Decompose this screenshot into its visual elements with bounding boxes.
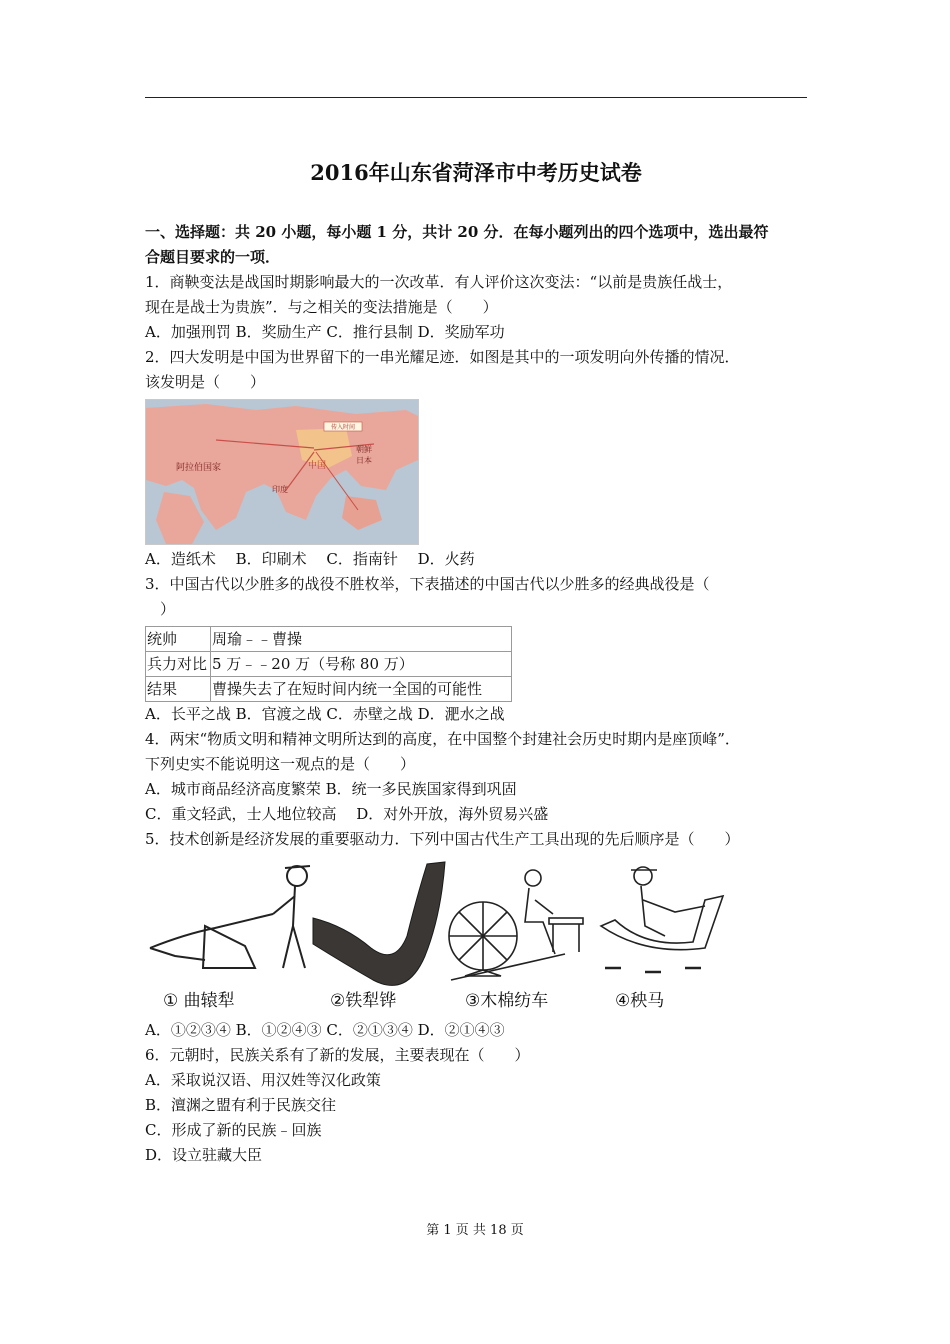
table-row xyxy=(146,627,512,652)
q5-options: A．①②③④ B．①②④③ C．②①③④ D．②①④③ xyxy=(145,1021,505,1039)
table-cell: 周瑜﹣﹣曹操 xyxy=(211,627,512,652)
table-cell: 统帅 xyxy=(146,627,211,652)
table-cell: 兵力对比 xyxy=(146,652,211,677)
q6-option-c: C．形成了新的民族﹣回族 xyxy=(145,1121,322,1139)
caption-spinning-wheel: ③木棉纺车 xyxy=(465,991,549,1011)
farming-tools-figure xyxy=(145,856,725,1016)
table-cell: 结果 xyxy=(146,677,211,702)
q2-stem-line1: 2．四大发明是中国为世界留下的一串光耀足迹．如图是其中的一项发明向外传播的情况． xyxy=(145,348,740,366)
tool-ploughshare-illustration xyxy=(313,862,445,985)
section-heading-line1: 一、选择题：共 20 小题，每小题 1 分，共计 20 分．在每小题列出的四个选项中，选出最符 xyxy=(145,223,769,241)
q1-stem-line2: 现在是战士为贵族”．与之相关的变法措施是（ ） xyxy=(145,298,498,316)
invention-spread-map xyxy=(145,399,419,545)
q2-options: A．造纸术 B．印刷术 C．指南针 D．火药 xyxy=(145,550,475,568)
q4-stem-line1: 4．两宋“物质文明和精神文明所达到的高度，在中国整个封建社会历史时期内是座顶峰”． xyxy=(145,730,740,748)
map-label-china: 中国 xyxy=(308,461,327,471)
q6-option-a: A．采取说汉语、用汉姓等汉化政策 xyxy=(145,1071,381,1089)
q6-option-b: B．澶渊之盟有利于民族交往 xyxy=(145,1096,337,1114)
q4-stem-line2: 下列史实不能说明这一观点的是（ ） xyxy=(145,755,416,773)
tool-spinning-wheel-illustration xyxy=(449,870,583,980)
caption-yangma: ④秧马 xyxy=(615,991,665,1011)
q3-stem-line2: ） xyxy=(145,600,176,618)
caption-ploughshare: ②铁犁铧 xyxy=(330,991,397,1011)
map-label-arab: 阿拉伯国家 xyxy=(176,463,222,473)
map-legend-label: 传入时间 xyxy=(330,424,356,431)
q4-options-line1: A．城市商品经济高度繁荣 B．统一多民族国家得到巩固 xyxy=(145,780,517,798)
page-number: 第 1 页 共 18 页 xyxy=(426,1223,524,1238)
section-heading-line2: 合题目要求的一项． xyxy=(145,248,281,266)
q5-stem-line1: 5．技术创新是经济发展的重要驱动力．下列中国古代生产工具出现的先后顺序是（ ） xyxy=(145,830,740,848)
table-row xyxy=(146,652,512,677)
header-rule xyxy=(145,97,807,98)
page-title: 2016年山东省菏泽市中考历史试卷 xyxy=(310,160,642,185)
tool-plough-illustration xyxy=(150,866,310,968)
map-label-korea: 朝鲜 xyxy=(356,445,372,454)
q3-stem-line1: 3．中国古代以少胜多的战役不胜枚举，下表描述的中国古代以少胜多的经典战役是（ xyxy=(145,575,710,593)
battle-table xyxy=(145,626,512,702)
table-cell: 曹操失去了在短时间内统一全国的可能性 xyxy=(211,677,512,702)
q6-stem-line1: 6．元朝时，民族关系有了新的发展，主要表现在（ ） xyxy=(145,1046,530,1064)
q3-options: A．长平之战 B．官渡之战 C．赤壁之战 D．淝水之战 xyxy=(145,705,505,723)
map-label-india: 印度 xyxy=(272,485,288,494)
table-cell: 5 万﹣﹣20 万（号称 80 万） xyxy=(211,652,512,677)
tool-yangma-illustration xyxy=(601,867,723,972)
q1-stem-line1: 1．商鞅变法是战国时期影响最大的一次改革．有人评价这次变法：“以前是贵族任战士， xyxy=(145,273,733,291)
table-row xyxy=(146,677,512,702)
map-label-japan: 日本 xyxy=(356,456,372,465)
q2-stem-line2: 该发明是（ ） xyxy=(145,373,266,391)
caption-plough: ① 曲辕犁 xyxy=(163,991,235,1011)
q6-option-d: D．设立驻藏大臣 xyxy=(145,1146,263,1164)
q1-options: A．加强刑罚 B．奖励生产 C．推行县制 D．奖励军功 xyxy=(145,323,505,341)
exam-content xyxy=(145,220,810,1168)
q4-options-line2: C．重文轻武，士人地位较高 D．对外开放，海外贸易兴盛 xyxy=(145,805,549,823)
